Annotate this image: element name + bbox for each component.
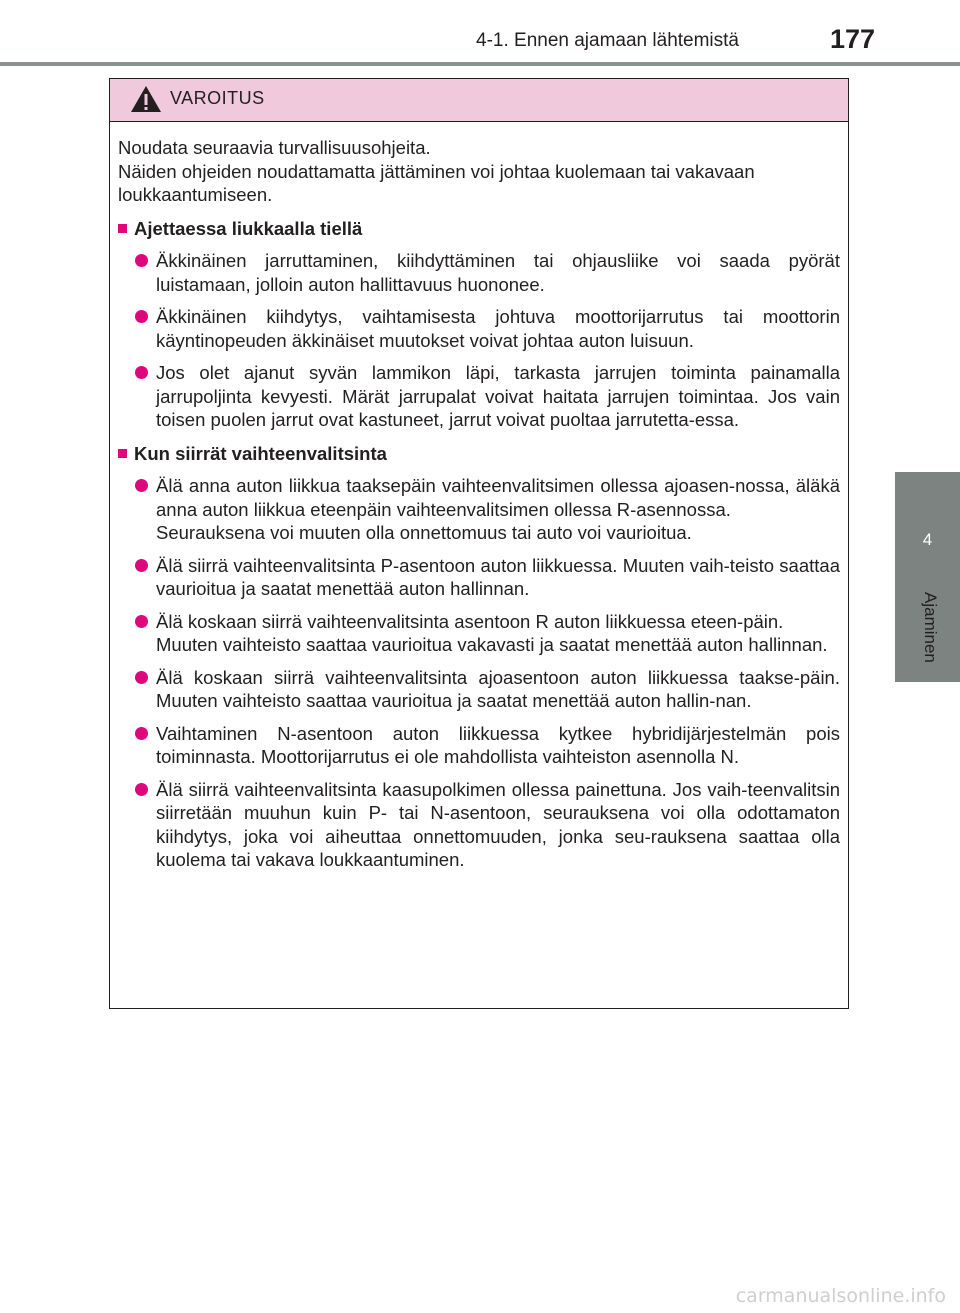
section-slippery-road — [118, 217, 840, 432]
round-bullet-icon — [135, 727, 148, 740]
list-item — [118, 610, 840, 657]
warning-list — [118, 474, 840, 872]
intro-line: Näiden ohjeiden noudattamatta jättäminen voi johtaa kuolemaan tai vakavaan loukkaantumiseen. — [118, 160, 755, 205]
list-item-text: Älä anna auton liikkua taaksepäin vaihteenvalitsimen ollessa ajoasen-nossa, äläkä anna auton liikkua eteenpäin vaihteenvalitsimen ollessa R-asennossa. — [156, 475, 840, 520]
intro-line: Noudata seuraavia turvallisuusohjeita. — [118, 137, 431, 158]
list-item-text: Älä koskaan siirrä vaihteenvalitsinta asentoon R auton liikkuessa eteen-päin. — [156, 610, 784, 632]
list-item — [118, 554, 840, 601]
list-item-text: Seurauksena voi muuten olla onnettomuus tai auto voi vaurioitua. — [156, 522, 692, 543]
watermark: carmanualsonline.info — [735, 1285, 946, 1307]
round-bullet-icon — [135, 479, 148, 492]
round-bullet-icon — [135, 254, 148, 267]
list-item-text: Jos olet ajanut syvän lammikon läpi, tarkasta jarrujen toiminta painamalla jarrupoljinta kevyesti. Märät jarrupalat voivat haitata jarrujen toimintaa. Jos vain toisen puolen jarrut ovat kastuneet, jarrut voivat puoltaa jarrutetta-essa. — [156, 362, 840, 430]
list-item — [118, 474, 840, 545]
square-bullet-icon — [118, 449, 127, 458]
square-bullet-icon — [118, 224, 127, 233]
warning-triangle-icon — [130, 85, 162, 113]
list-item-text: Äkkinäinen jarruttaminen, kiihdyttäminen tai ohjausliike voi saada pyörät luistamaan, jolloin auton hallittavuus huononee. — [156, 250, 840, 295]
page-number: 177 — [830, 24, 876, 54]
round-bullet-icon — [135, 671, 148, 684]
warning-intro — [118, 136, 840, 207]
list-item — [118, 722, 840, 769]
list-item — [118, 666, 840, 713]
round-bullet-icon — [135, 783, 148, 796]
list-item-text: Muuten vaihteisto saattaa vaurioitua vakavasti ja saatat menettää auton hallinnan. — [156, 634, 828, 655]
warning-box — [109, 78, 849, 1009]
section-heading — [118, 442, 840, 466]
round-bullet-icon — [135, 559, 148, 572]
list-item-text: Älä koskaan siirrä vaihteenvalitsinta ajoasentoon auton liikkuessa taakse-päin. Muuten vaihteisto saattaa vaurioitua ja saatat menettää auton hallin-nan. — [156, 666, 840, 711]
list-item-text: Äkkinäinen kiihdytys, vaihtamisesta johtuva moottorijarrutus tai moottorin käyntinopeuden äkkinäiset muutokset voivat johtaa auton luisuun. — [156, 306, 840, 351]
warning-body — [110, 122, 848, 872]
chapter-number: 4 — [922, 530, 933, 549]
list-item — [118, 361, 840, 432]
warning-list — [118, 249, 840, 432]
list-item-text: Älä siirrä vaihteenvalitsinta kaasupolkimen ollessa painettuna. Jos vaih-teenvalitsin siirretään muuhun kuin P- tai N-asentoon, seurauksena voi olla odottamaton kiihdytys, joka voi aiheuttaa onnettomuuden, jonka seu-rauksena saattaa olla kuolema tai vakava loukkaantuminen. — [156, 778, 840, 870]
section-title: 4-1. Ennen ajamaan lähtemistä — [476, 30, 739, 51]
list-item — [118, 778, 840, 872]
round-bullet-icon — [135, 615, 148, 628]
list-item — [118, 305, 840, 352]
header-divider — [0, 62, 960, 66]
warning-title: VAROITUS — [170, 88, 265, 108]
round-bullet-icon — [135, 366, 148, 379]
section-heading — [118, 217, 840, 241]
list-item-text: Älä siirrä vaihteenvalitsinta P-asentoon auton liikkuessa. Muuten vaih-teisto saattaa vaurioitua ja saatat menettää auton hallinnan. — [156, 554, 840, 599]
warning-header — [110, 79, 848, 122]
round-bullet-icon — [135, 310, 148, 323]
chapter-label: Ajaminen — [921, 592, 940, 663]
section-heading-text: Kun siirrät vaihteenvalitsinta — [134, 442, 387, 464]
section-shift-lever — [118, 442, 840, 872]
list-item — [118, 249, 840, 296]
section-heading-text: Ajettaessa liukkaalla tiellä — [134, 217, 363, 239]
list-item-text: Vaihtaminen N-asentoon auton liikkuessa kytkee hybridijärjestelmän pois toiminnasta. Moottorijarrutus ei ole mahdollista vaihteiston asennolla N. — [156, 722, 840, 767]
